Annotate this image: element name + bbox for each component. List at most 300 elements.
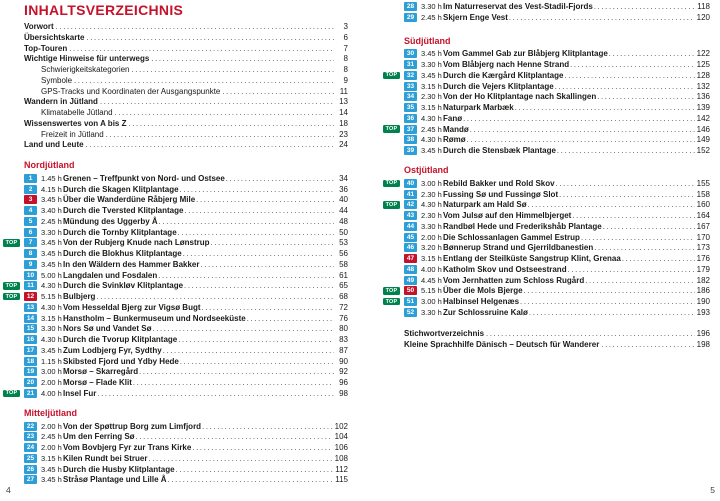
tour-page-number: 96 — [339, 378, 348, 388]
toc-label: Wissenswertes von A bis Z — [24, 118, 127, 128]
tour-number-badge: 13 — [24, 303, 37, 312]
tour-duration: 3.45 h — [41, 238, 62, 248]
tour-title: Vom Hesseldal Bjerg zur Vigsø Bugt — [63, 302, 201, 312]
dot-leader — [581, 233, 695, 242]
dot-leader — [556, 179, 695, 188]
tour-page-number: 164 — [696, 211, 710, 221]
dot-leader — [201, 260, 335, 269]
tour-number-badge: 10 — [24, 271, 37, 280]
tour-duration: 3.45 h — [421, 49, 442, 59]
tour-title: Vom Jernhatten zum Schloss Rugård — [443, 275, 585, 285]
tour-title: Durch die Husby Klitplantage — [63, 464, 175, 474]
tour-number-badge: 23 — [24, 432, 37, 441]
tour-duration: 3.45 h — [41, 249, 62, 259]
tour-number-badge: 6 — [24, 228, 37, 237]
tour-number-badge: 24 — [24, 443, 37, 452]
tour-page-number: 182 — [696, 275, 710, 285]
top-badge: TOP — [3, 390, 20, 398]
dot-leader — [568, 265, 695, 274]
dot-leader — [609, 49, 695, 58]
dot-leader — [520, 297, 695, 306]
tour-duration: 2.00 h — [41, 421, 62, 431]
tour-number-badge: 47 — [404, 254, 417, 263]
tour-number-badge: 19 — [24, 367, 37, 376]
toc-label: GPS-Tracks und Koordinaten der Ausgangspunkte — [41, 86, 221, 96]
tour-page-number: 112 — [335, 464, 348, 474]
tour-number-badge: 39 — [404, 146, 417, 155]
tour-title: Mandø — [443, 124, 469, 134]
tour-number-badge: 41 — [404, 190, 417, 199]
tour-number-badge: 14 — [24, 314, 37, 323]
tour-page-number: 83 — [339, 335, 348, 345]
tour-duration: 2.45 h — [41, 216, 62, 226]
tour-title: Halbinsel Helgenæs — [443, 297, 520, 307]
dot-leader — [184, 281, 334, 290]
tour-row — [24, 367, 348, 378]
tour-row — [24, 464, 348, 475]
dot-leader — [139, 367, 334, 376]
top-badge: TOP — [3, 293, 20, 301]
dot-leader — [603, 222, 695, 231]
tour-duration: 3.30 h — [421, 307, 442, 317]
tour-page-number: 170 — [696, 232, 710, 242]
tour-row — [24, 216, 348, 227]
toc-label: Wichtige Hinweise für unterwegs — [24, 54, 150, 64]
tour-page-number: 68 — [339, 292, 348, 302]
tour-duration: 4.30 h — [421, 113, 442, 123]
tour-duration: 3.00 h — [421, 297, 442, 307]
dot-leader — [183, 249, 334, 258]
tour-duration: 3.15 h — [41, 453, 62, 463]
tour-page-number: 40 — [339, 195, 348, 205]
tour-number-badge: 36 — [404, 114, 417, 123]
tour-row — [24, 227, 348, 238]
tour-title: Fussing Sø und Fussingø Slot — [443, 189, 559, 199]
tour-duration: 2.00 h — [41, 378, 62, 388]
tour-title: Durch die Skagen Klitplantage — [63, 184, 179, 194]
tour-duration: 4.30 h — [421, 200, 442, 210]
dot-leader — [222, 87, 334, 98]
tour-title: Vom Blåbjerg nach Henne Strand — [443, 60, 570, 70]
toc-page-number: 7 — [343, 43, 348, 53]
tour-row — [385, 124, 710, 135]
tour-page-number: 50 — [339, 227, 348, 237]
toc-page-number: 24 — [339, 140, 348, 150]
tour-title: Über die Wanderdüne Råbjerg Mile — [63, 195, 196, 205]
dot-leader — [597, 92, 694, 101]
tour-title: Durch die Tversted Klitplantage — [63, 206, 184, 216]
front-matter-list — [24, 22, 348, 151]
dot-leader — [86, 33, 334, 44]
toc-entry — [24, 87, 348, 98]
tour-number-badge: 48 — [404, 265, 417, 274]
tour-duration: 4.30 h — [41, 281, 62, 291]
dot-leader — [86, 140, 334, 151]
toc-label: Vorwort — [24, 22, 54, 31]
tour-duration: 2.45 h — [421, 12, 442, 22]
toc-label: Land und Leute — [24, 140, 84, 150]
tour-number-badge: 8 — [24, 249, 37, 258]
tour-title: Durch die Kærgård Klitplantage — [443, 70, 564, 80]
tour-title: Im Naturreservat des Vest-Stadil-Fjords — [443, 1, 593, 11]
top-badge: TOP — [383, 125, 400, 133]
tour-title: Die Schlossanlagen Gammel Estrup — [443, 232, 580, 242]
tour-row — [404, 81, 710, 92]
tour-duration: 4.30 h — [41, 302, 62, 312]
tour-duration: 3.15 h — [421, 103, 442, 113]
top-badge: TOP — [383, 72, 400, 80]
tour-duration: 2.30 h — [421, 189, 442, 199]
top-badge: TOP — [383, 298, 400, 306]
tour-duration: 3.45 h — [41, 475, 62, 485]
tour-title: Durch die Stensbæk Plantage — [443, 146, 556, 156]
tour-number-badge: 43 — [404, 211, 417, 220]
toc-entry — [24, 33, 348, 44]
tour-page-number: 142 — [696, 113, 710, 123]
tour-page-number: 65 — [339, 281, 348, 291]
tour-number-badge: 17 — [24, 346, 37, 355]
toc-page-number: 8 — [343, 65, 348, 74]
tour-row — [24, 334, 348, 345]
toc-page-number: 14 — [339, 108, 348, 117]
tour-duration: 2.45 h — [421, 124, 442, 134]
dot-leader — [97, 389, 334, 398]
dot-leader — [524, 286, 695, 295]
tour-page-number: 146 — [696, 124, 710, 134]
toc-page-number: 6 — [343, 32, 348, 42]
tour-page-number: 80 — [339, 324, 348, 334]
tour-title: Naturpark Marbæk — [443, 103, 514, 113]
dot-leader — [152, 324, 334, 333]
tour-row — [385, 70, 710, 81]
tour-duration: 3.30 h — [41, 227, 62, 237]
tour-duration: 3.45 h — [41, 259, 62, 269]
dot-leader — [463, 114, 695, 123]
tour-number-badge: 45 — [404, 233, 417, 242]
top-badge: TOP — [383, 201, 400, 209]
tour-title: Hanstholm – Bunkermuseum und Nordseeküste — [63, 313, 246, 323]
tour-title: Durch die Svinkløv Klitplantage — [63, 281, 184, 291]
toc-entry — [24, 119, 348, 130]
tour-number-badge: 7 — [24, 238, 37, 247]
tour-page-number: 76 — [339, 313, 348, 323]
tour-title: Kilen Rundt bei Struer — [63, 453, 148, 463]
top-badge: TOP — [3, 239, 20, 247]
tour-page-number: 132 — [696, 81, 710, 91]
tour-title: Naturpark am Hald Sø — [443, 200, 527, 210]
tour-title: Fanø — [443, 113, 463, 123]
toc-entry — [24, 76, 348, 87]
tour-page-number: 139 — [696, 103, 710, 113]
tour-page-number: 104 — [334, 432, 348, 442]
tour-page-number: 92 — [339, 367, 348, 377]
tour-page-number: 179 — [696, 264, 710, 274]
tour-title: Skjern Enge Vest — [443, 12, 508, 22]
tour-page-number: 190 — [696, 297, 710, 307]
section-heading: Südjütland — [404, 35, 451, 46]
dot-leader — [178, 335, 334, 344]
tour-title: Zur Schlossruine Kalø — [443, 307, 528, 317]
tour-number-badge: 26 — [24, 465, 37, 474]
dot-leader — [515, 103, 695, 112]
tour-duration: 3.45 h — [421, 70, 442, 80]
tour-duration: 3.45 h — [41, 195, 62, 205]
tour-row — [24, 432, 348, 443]
right-tour-sections — [385, 1, 710, 318]
tour-row — [24, 173, 348, 184]
dot-leader — [622, 254, 695, 263]
tour-title: Über die Mols Bjerge — [443, 286, 523, 296]
dot-leader — [528, 200, 695, 209]
tour-page-number: 125 — [696, 60, 710, 70]
tour-number-badge: 3 — [24, 195, 37, 204]
tour-number-badge: 20 — [24, 378, 37, 387]
dot-leader — [202, 422, 333, 431]
toc-page-number: 13 — [339, 97, 348, 107]
tour-title: Vom Gammel Gab zur Blåbjerg Klitplantage — [443, 49, 608, 59]
tour-page-number: 193 — [696, 307, 710, 317]
tour-duration: 3.00 h — [41, 367, 62, 377]
toc-page-number: 18 — [339, 118, 348, 128]
tour-duration: 3.45 h — [41, 345, 62, 355]
tour-number-badge: 25 — [24, 454, 37, 463]
tour-row — [24, 356, 348, 367]
tour-row — [24, 313, 348, 324]
tour-row — [404, 92, 710, 103]
toc-entry — [24, 22, 348, 33]
tour-duration: 5.00 h — [41, 270, 62, 280]
dot-leader — [133, 378, 334, 387]
tour-number-badge: 1 — [24, 174, 37, 183]
tour-duration: 2.00 h — [421, 232, 442, 242]
tour-page-number: 158 — [696, 189, 710, 199]
tour-title: In den Wäldern des Hammer Bakker — [63, 259, 200, 269]
tour-row — [24, 421, 348, 432]
tour-duration: 1.45 h — [41, 173, 62, 183]
tour-title: Mündung des Uggerby Å — [63, 216, 158, 226]
tour-page-number: 90 — [339, 356, 348, 366]
tour-row — [404, 232, 710, 243]
tour-number-badge: 37 — [404, 125, 417, 134]
tour-title: Langdalen und Fosdalen — [63, 270, 158, 280]
tour-number-badge: 4 — [24, 206, 37, 215]
tour-row — [24, 377, 348, 388]
tour-page-number: 122 — [696, 49, 710, 59]
toc-page-number: 11 — [339, 86, 348, 96]
tour-title: Von der Spøttrup Borg zum Limfjord — [63, 421, 202, 431]
tour-row — [5, 238, 348, 249]
toc-entry — [24, 65, 348, 76]
tour-duration: 3.15 h — [421, 81, 442, 91]
tour-row — [404, 102, 710, 113]
dot-leader — [192, 443, 332, 452]
tour-title: Bulbjerg — [63, 292, 96, 302]
dot-leader — [151, 54, 334, 65]
dot-leader — [163, 346, 334, 355]
tour-page-number: 136 — [696, 92, 710, 102]
tour-duration: 2.45 h — [41, 432, 62, 442]
tour-number-badge: 34 — [404, 92, 417, 101]
tour-page-number: 176 — [696, 254, 710, 264]
tour-page-number: 58 — [339, 259, 348, 269]
tour-number-badge: 46 — [404, 243, 417, 252]
top-badge: TOP — [3, 282, 20, 290]
tour-title: Grenen – Treffpunkt von Nord- und Ostsee — [63, 173, 225, 183]
tour-number-badge: 21 — [24, 389, 37, 398]
tour-duration: 3.20 h — [421, 243, 442, 253]
tour-row — [24, 475, 348, 486]
section-heading: Ostjütland — [404, 165, 449, 175]
tour-duration: 2.00 h — [41, 443, 62, 453]
tour-title: Um den Ferring Sø — [63, 432, 135, 442]
dot-leader — [184, 206, 334, 215]
tour-duration: 2.30 h — [421, 211, 442, 221]
tour-row — [404, 145, 710, 156]
tour-number-badge: 5 — [24, 217, 37, 226]
tour-number-badge: 30 — [404, 49, 417, 58]
tour-duration: 4.15 h — [41, 184, 62, 194]
tour-row — [5, 388, 348, 399]
tour-page-number: 106 — [334, 443, 348, 453]
tour-title: Vom Julsø auf den Himmelbjerget — [443, 211, 572, 221]
tour-duration: 3.40 h — [41, 206, 62, 216]
dot-leader — [594, 2, 695, 11]
tour-row — [24, 302, 348, 313]
tour-number-badge: 29 — [404, 13, 417, 22]
dot-leader — [132, 65, 335, 76]
section-heading: Nordjütland — [24, 160, 75, 170]
tour-number-badge: 35 — [404, 103, 417, 112]
tour-page-number: 34 — [339, 173, 348, 183]
tour-number-badge: 15 — [24, 324, 37, 333]
right-column — [385, 1, 710, 350]
tour-title: Von der Rubjerg Knude nach Lønstrup — [63, 238, 210, 248]
dot-leader — [96, 292, 334, 301]
dot-leader — [136, 432, 333, 441]
left-column — [5, 22, 348, 485]
tour-title: Durch die Blokhus Klitplantage — [63, 249, 182, 259]
tour-duration: 2.30 h — [421, 92, 442, 102]
tour-page-number: 173 — [696, 243, 710, 253]
tour-number-badge: 38 — [404, 135, 417, 144]
toc-entry — [24, 130, 348, 141]
tour-page-number: 149 — [696, 135, 710, 145]
tour-number-badge: 51 — [404, 297, 417, 306]
dot-leader — [570, 60, 695, 69]
dot-leader — [559, 190, 695, 199]
tour-number-badge: 50 — [404, 286, 417, 295]
page-title: INHALTSVERZEICHNIS — [24, 2, 184, 18]
dot-leader — [69, 44, 334, 55]
tour-title: Zum Lodbjerg Fyr, Sydthy — [63, 345, 162, 355]
tour-row — [24, 184, 348, 195]
tour-title: Von der Ho Klitplantage nach Skallingen — [443, 92, 597, 102]
tour-number-badge: 44 — [404, 222, 417, 231]
dot-leader — [211, 238, 334, 247]
tour-row — [24, 345, 348, 356]
tour-row — [404, 307, 710, 318]
tour-title: Insel Fur — [63, 388, 97, 398]
tour-page-number: 118 — [697, 1, 710, 11]
tour-duration: 3.30 h — [41, 324, 62, 334]
tour-row — [404, 189, 710, 200]
dot-leader — [196, 195, 334, 204]
tour-title: Randbøl Hede und Frederikshåb Plantage — [443, 221, 602, 231]
dot-leader — [509, 13, 695, 22]
tour-page-number: 72 — [339, 302, 348, 312]
dot-leader — [106, 130, 334, 141]
tour-title: Skibsted Fjord und Ydby Hede — [63, 356, 179, 366]
dot-leader — [486, 329, 695, 340]
tour-page-number: 48 — [339, 216, 348, 226]
dot-leader — [601, 340, 694, 351]
tour-row — [385, 200, 710, 211]
toc-entry — [404, 340, 710, 351]
tour-row — [404, 113, 710, 124]
tour-title: Bønnerup Strand und Gjerrildbanestien — [443, 243, 594, 253]
tour-page-number: 98 — [339, 388, 348, 398]
tour-number-badge: 22 — [24, 422, 37, 431]
toc-page-number: 9 — [343, 75, 348, 85]
tour-page-number: 87 — [339, 345, 348, 355]
tour-row — [24, 205, 348, 216]
tour-row — [404, 221, 710, 232]
tour-row — [404, 135, 710, 146]
dot-leader — [74, 76, 334, 87]
tour-duration: 5.15 h — [41, 292, 62, 302]
tour-page-number: 120 — [696, 12, 710, 22]
toc-label: Wandern in Jütland — [24, 97, 98, 107]
tour-duration: 3.45 h — [421, 146, 442, 156]
tour-page-number: 102 — [334, 421, 348, 431]
tour-row — [5, 291, 348, 302]
tour-duration: 3.15 h — [421, 254, 442, 264]
tour-row — [5, 281, 348, 292]
tour-number-badge: 49 — [404, 276, 417, 285]
toc-entry — [24, 140, 348, 151]
tour-page-number: 108 — [334, 453, 348, 463]
tour-page-number: 53 — [339, 238, 348, 248]
top-badge: TOP — [383, 180, 400, 188]
tour-page-number: 155 — [696, 178, 710, 188]
tour-row — [385, 178, 710, 189]
tour-row — [24, 195, 348, 206]
dot-leader — [168, 475, 334, 484]
dot-leader — [564, 71, 694, 80]
tour-row — [24, 324, 348, 335]
dot-leader — [557, 146, 695, 155]
tour-number-badge: 33 — [404, 82, 417, 91]
tour-duration: 3.00 h — [421, 178, 442, 188]
tour-number-badge: 18 — [24, 357, 37, 366]
dot-leader — [158, 271, 334, 280]
dot-leader — [100, 97, 334, 108]
toc-label: Freizeit in Jütland — [41, 129, 104, 139]
tour-page-number: 167 — [696, 221, 710, 231]
toc-page-number: 3 — [343, 22, 348, 31]
tour-page-number: 152 — [696, 146, 710, 156]
top-badge: TOP — [383, 287, 400, 295]
dot-leader — [594, 243, 694, 252]
toc-page-number: 198 — [696, 339, 710, 349]
toc-label: Kleine Sprachhilfe Dänisch – Deutsch für Wanderer — [404, 339, 600, 349]
tour-duration: 3.30 h — [421, 221, 442, 231]
tour-page-number: 186 — [696, 286, 710, 296]
tour-number-badge: 52 — [404, 308, 417, 317]
dot-leader — [148, 454, 332, 463]
toc-label: Top-Touren — [24, 43, 68, 53]
tour-duration: 4.45 h — [421, 275, 442, 285]
